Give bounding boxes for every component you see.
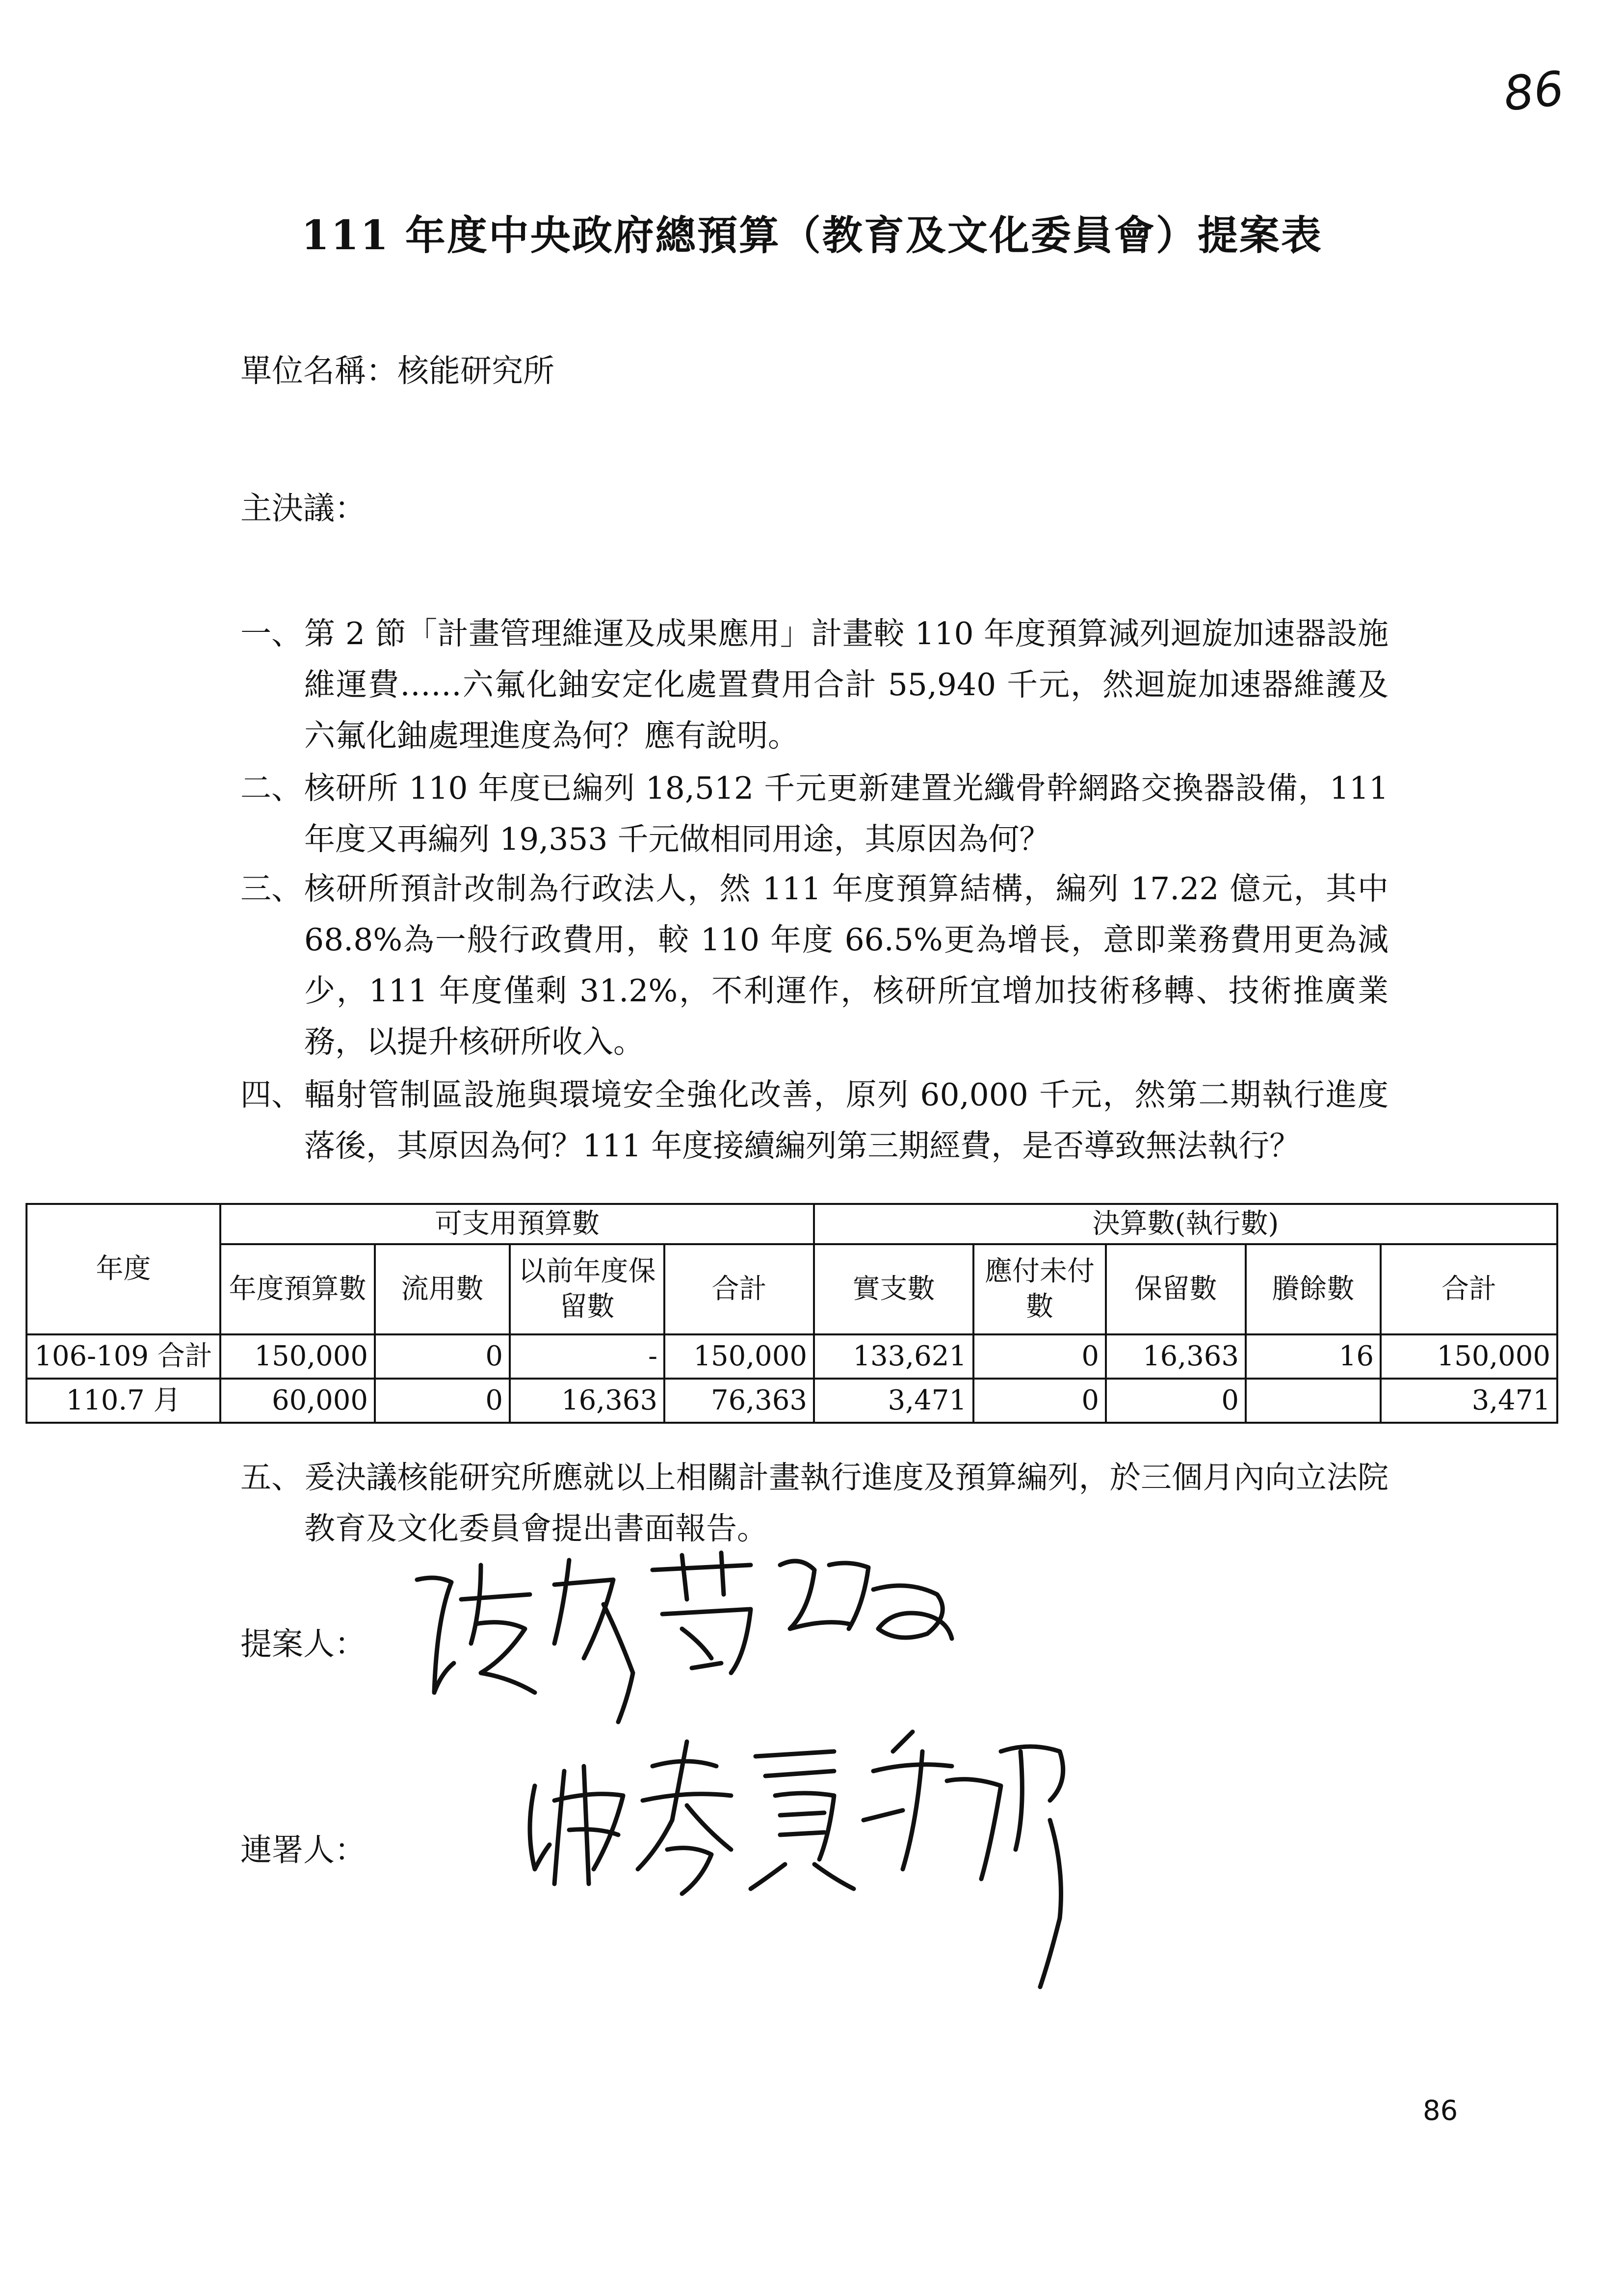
table-row	[26, 1379, 1557, 1423]
item-text: 輻射管制區設施與環境安全強化改善，原列 60,000 千元，然第二期執行進度落後，其原因為何？111 年度接續編列第三期經費，是否導致無法執行？	[304, 1077, 1388, 1164]
column-header: 實支數	[814, 1244, 973, 1334]
column-header: 合計	[664, 1244, 814, 1334]
table-cell: 133,621	[814, 1334, 973, 1379]
item-number: 三、	[240, 871, 302, 907]
proposer-label: 提案人：	[240, 1626, 366, 1663]
resolution-item-4	[240, 1070, 1388, 1172]
table-cell: 76,363	[664, 1379, 814, 1423]
item-number: 一、	[240, 616, 302, 652]
table-cell: 150,000	[220, 1334, 375, 1379]
document-title: 111 年度中央政府總預算（教育及文化委員會）提案表	[301, 212, 1323, 259]
item-text: 核研所 110 年度已編列 18,512 千元更新建置光纖骨幹網路交換器設備，111 年度又再編列 19,353 千元做相同用途，其原因為何？	[304, 770, 1388, 857]
table-cell: -	[510, 1334, 664, 1379]
column-header: 流用數	[375, 1244, 510, 1334]
item-number: 五、	[240, 1460, 302, 1495]
handwritten-page-number: 86	[1501, 60, 1567, 122]
item-text: 爰決議核能研究所應就以上相關計畫執行進度及預算編列，於三個月內向立法院教育及文化委員會提出書面報告。	[304, 1460, 1388, 1546]
table-cell: 3,471	[1381, 1379, 1557, 1423]
column-header: 保留數	[1106, 1244, 1246, 1334]
table-cell: 0	[1106, 1379, 1246, 1423]
table-cell: 0	[375, 1379, 510, 1423]
item-number: 四、	[240, 1077, 302, 1113]
column-header: 年度預算數	[220, 1244, 375, 1334]
table-cell: 3,471	[814, 1379, 973, 1423]
resolution-item-2	[240, 763, 1388, 865]
cosigner-label: 連署人：	[240, 1832, 366, 1869]
table-cell: 16	[1246, 1334, 1381, 1379]
table-cell: 60,000	[220, 1379, 375, 1423]
resolution-item-3	[240, 863, 1388, 1068]
table-cell: 0	[973, 1379, 1106, 1423]
row-year: 110.7 月	[26, 1379, 220, 1423]
table-cell: 0	[375, 1334, 510, 1379]
year-header: 年度	[26, 1204, 220, 1334]
budget-table	[26, 1203, 1558, 1424]
row-year: 106-109 合計	[26, 1334, 220, 1379]
column-header: 賸餘數	[1246, 1244, 1381, 1334]
resolution-item-1	[240, 608, 1388, 761]
table-cell: 150,000	[664, 1334, 814, 1379]
column-header: 以前年度保留數	[510, 1244, 664, 1334]
table-row	[26, 1334, 1557, 1379]
table-cell: 0	[973, 1334, 1106, 1379]
column-header: 合計	[1381, 1244, 1557, 1334]
actual-spending-header: 決算數(執行數)	[814, 1204, 1557, 1244]
footer-page-number: 86	[1423, 2095, 1458, 2127]
proposer-signature	[407, 1545, 971, 1732]
unit-name: 單位名稱：核能研究所	[240, 353, 554, 390]
main-resolution-label: 主決議：	[240, 491, 366, 527]
table-cell: 16,363	[1106, 1334, 1246, 1379]
item-number: 二、	[240, 770, 302, 806]
item-text: 核研所預計改制為行政法人，然 111 年度預算結構，編列 17.22 億元，其中 68.8%為一般行政費用，較 110 年度 66.5%更為增長，意即業務費用更為減少，111 年度僅剩 31.2%，不利運作，核研所宜增加技術移轉、技術推廣業務，以提升核研所收入。	[304, 871, 1388, 1060]
table-cell: 150,000	[1381, 1334, 1557, 1379]
item-text: 第 2 節「計畫管理維運及成果應用」計畫較 110 年度預算減列迴旋加速器設施維運費……六氟化鈾安定化處置費用合計 55,940 千元，然迴旋加速器維護及六氟化鈾處理進度為何？應有說明。	[304, 616, 1388, 754]
table-cell: 16,363	[510, 1379, 664, 1423]
column-header: 應付未付數	[973, 1244, 1106, 1334]
resolution-item-5	[240, 1452, 1388, 1554]
available-budget-header: 可支用預算數	[220, 1204, 814, 1244]
cosigner-signature	[520, 1722, 1109, 1997]
table-cell	[1246, 1379, 1381, 1423]
